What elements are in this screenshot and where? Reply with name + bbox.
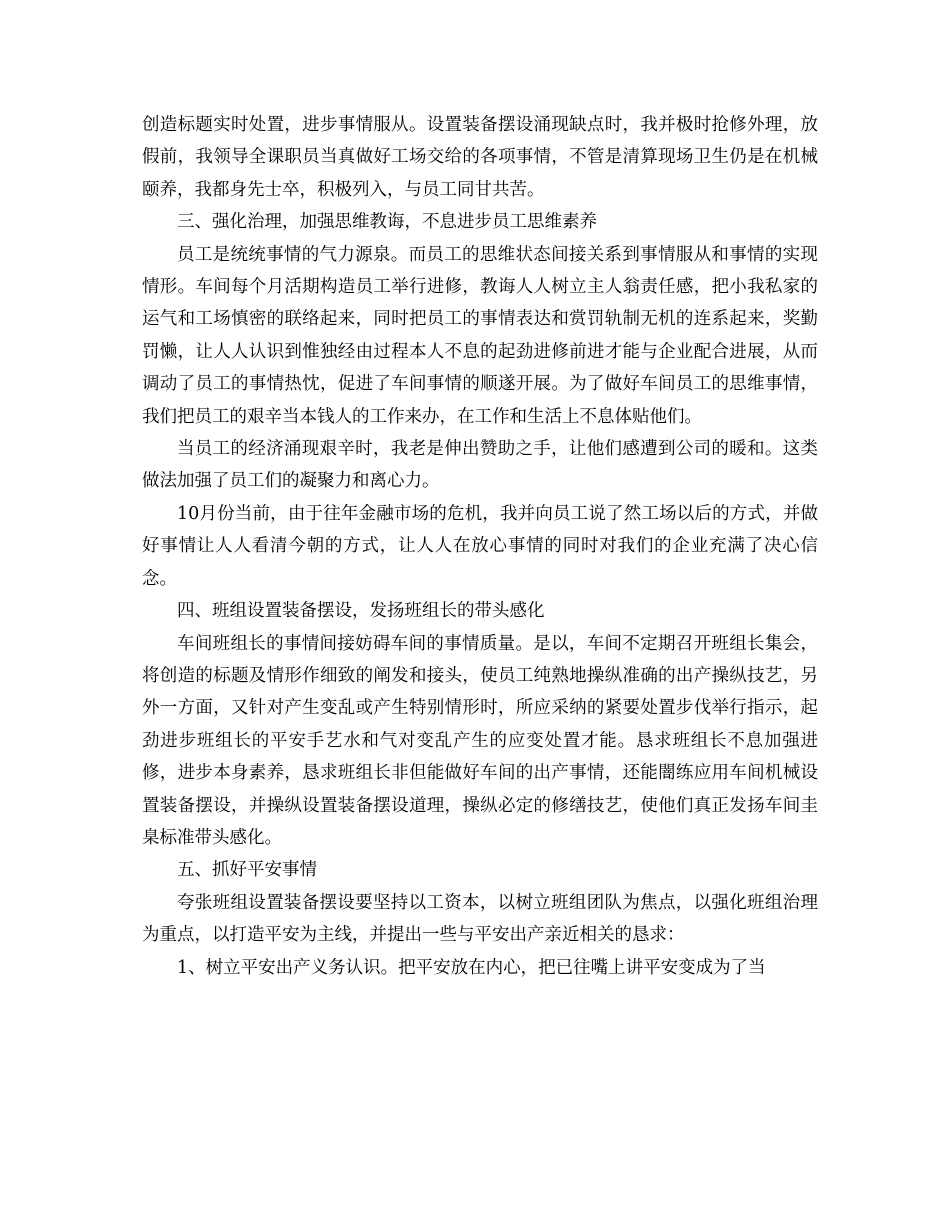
paragraph-7: 1、树立平安出产义务认识。把平安放在内心，把已往嘴上讲平安变成为了当 [177, 957, 766, 978]
paragraph-1: 创造标题实时处置，进步事情服从。设置装备摆设涌现缺点时，我并极时抢修外理，放假前，我领导全课职员当真做好工场交给的各项事情，不管是清算现场卫生仍是在机械颐养，我都身先士卒，积极列入，与员工同甘共苦。 [142, 115, 818, 200]
section-heading-4: 四、班组设置装备摆设，发扬班组长的带头感化 [177, 601, 545, 622]
paragraph-5: 车间班组长的事情间接妨碍车间的事情质量。是以，车间不定期召开班组长集会，将创造的标题及情形作细致的阐发和接头，使员工纯熟地操纵准确的出产操纵技艺，另外一方面，又针对产生变乱或产生特别情形时，所应采纳的紧要处置步伐举行指示，起劲进步班组长的平安手艺水和气对变乱产生的应变处置才能。恳求班组长不息加强进修，进步本身素养，恳求班组长非但能做好车间的出产事情，还能闇练应用车间机械设置装备摆设，并操纵设置装备摆设道理，操纵必定的修缮技艺，使他们真正发扬车间圭臬标准带头感化。 [142, 633, 818, 848]
document-body [142, 109, 818, 984]
paragraph-6: 夸张班组设置装备摆设要坚持以工资本，以树立班组团队为焦点，以强化班组治理为重点，以打造平安为主线，并提出一些与平安出产亲近相关的恳求： [142, 892, 818, 946]
section-heading-5: 五、抓好平安事情 [177, 860, 317, 881]
paragraph-4: 10月份当前，由于往年金融市场的危机，我并向员工说了然工场以后的方式，并做好事情让人人看清今朝的方式，让人人在放心事情的同时对我们的企业充满了决心信念。 [142, 503, 818, 589]
paragraph-3: 当员工的经济涌现艰辛时，我老是伸出赞助之手，让他们感遭到公司的暖和。这类做法加强了员工们的凝聚力和离心力。 [142, 439, 818, 492]
paragraph-2: 员工是统统事情的气力源泉。而员工的思维状态间接关系到事情服从和事情的实现情形。车间每个月活期构造员工举行进修，教诲人人树立主人翁责任感，把小我私家的运气和工场慎密的联络起来，同时把员工的事情表达和赏罚轨制无机的连系起来，奖勤罚懒，让人人认识到惟独经由过程本人不息的起劲进修前进才能与企业配合进展，从而调动了员工的事情热忱，促进了车间事情的顺遂开展。为了做好车间员工的思维事情，我们把员工的艰辛当本钱人的工作来办，在工作和生活上不息体贴他们。 [142, 244, 818, 427]
section-heading-3: 三、强化治理，加强思维教诲，不息进步员工思维素养 [177, 212, 597, 233]
